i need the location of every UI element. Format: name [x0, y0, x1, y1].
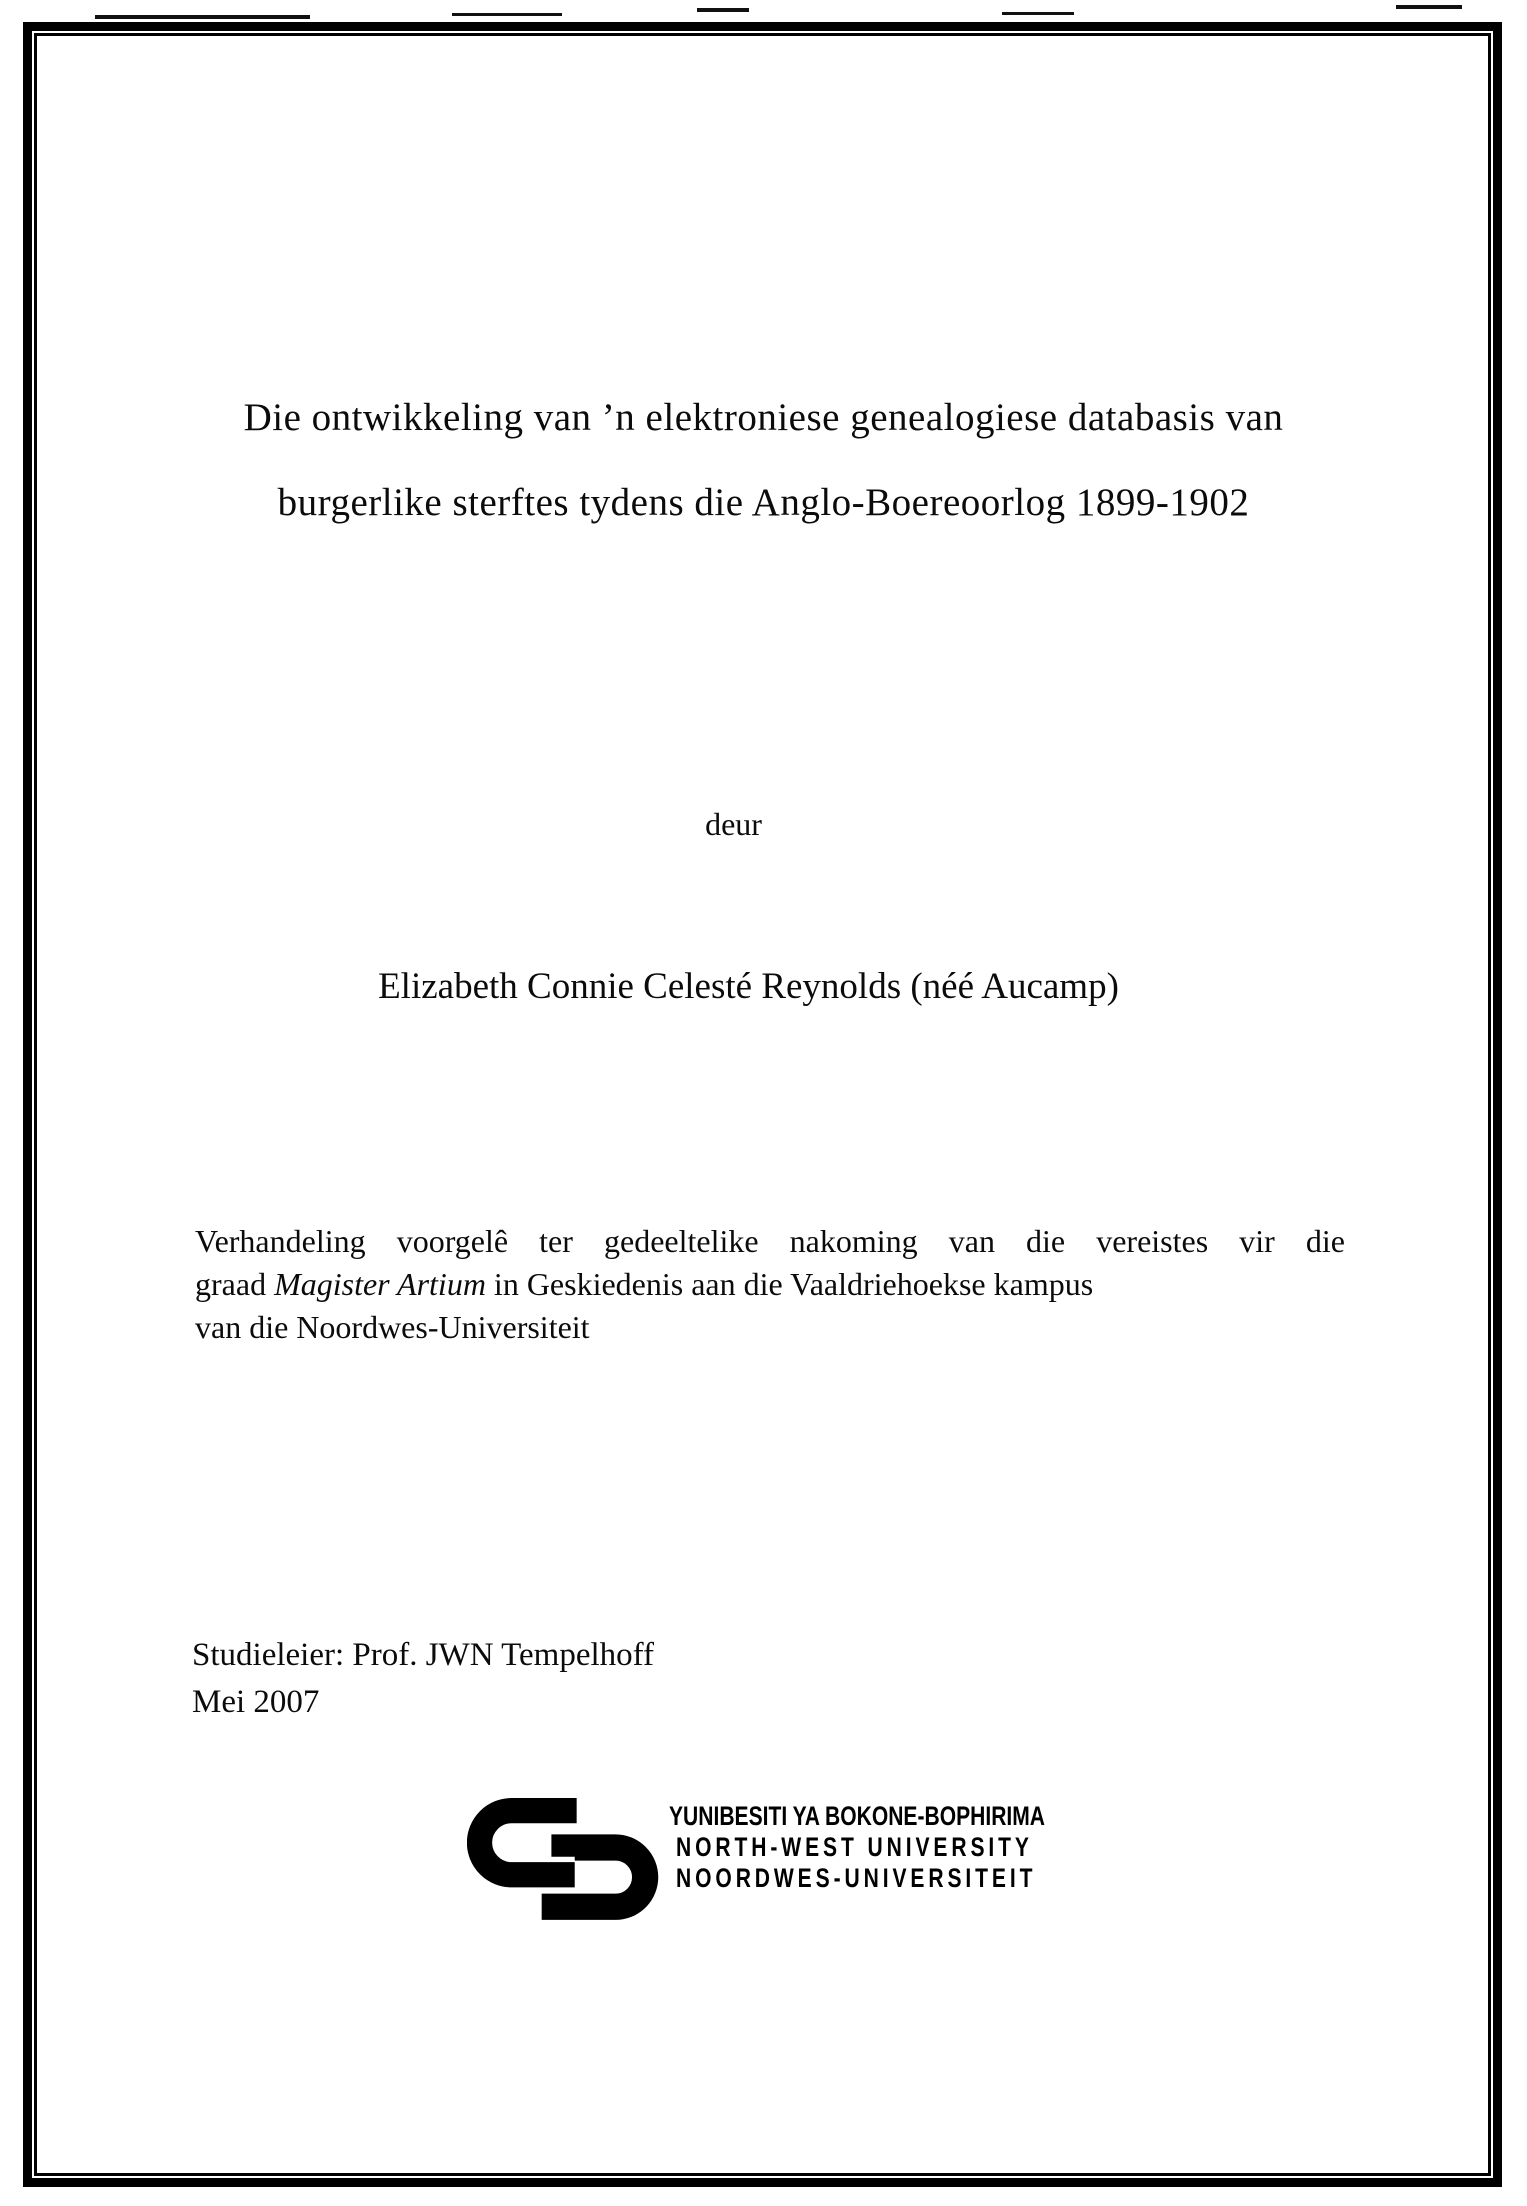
degree-name-italic: Magister Artium [274, 1266, 486, 1302]
supervisor-block [192, 1632, 654, 1726]
degree-text-pre: graad [195, 1266, 275, 1302]
nwu-chain-links-icon [467, 1798, 663, 1934]
scan-artifact [1002, 12, 1074, 15]
scan-artifact [1396, 5, 1462, 9]
scan-artifact [452, 13, 562, 16]
logo-text-english: NORTH-WEST UNIVERSITY [676, 1832, 1033, 1862]
date-line: Mei 2007 [192, 1684, 320, 1720]
submission-statement-line2 [195, 1263, 1345, 1306]
scan-artifact [697, 8, 749, 12]
university-logo-text [669, 1798, 1045, 1894]
submission-statement-line3: van die Noordwes-Universiteit [195, 1309, 590, 1345]
author-name: Elizabeth Connie Celesté Reynolds (néé Aucamp) [378, 966, 1119, 1007]
degree-text-post: in Geskiedenis aan die Vaaldriehoekse kampus [485, 1266, 1094, 1302]
byline-label: deur [705, 806, 762, 842]
logo-text-setswana: YUNIBESITI YA BOKONE-BOPHIRIMA [669, 1801, 1046, 1831]
thesis-title-line2: burgerlike sterftes tydens die Anglo-Boereoorlog 1899-1902 [277, 481, 1250, 524]
submission-statement-line1: Verhandeling voorgelê ter gedeeltelike nakoming van die vereistes vir die [195, 1223, 1345, 1259]
supervisor-line: Studieleier: Prof. JWN Tempelhoff [192, 1637, 655, 1673]
submission-statement [195, 1220, 1345, 1349]
logo-text-afrikaans: NOORDWES-UNIVERSITEIT [676, 1863, 1037, 1893]
scan-artifact [95, 15, 310, 19]
university-logo-block [467, 1798, 1151, 1934]
thesis-title-line1: Die ontwikkeling van ’n elektroniese genealogiese databasis van [243, 396, 1284, 439]
thesis-title [120, 375, 1407, 545]
